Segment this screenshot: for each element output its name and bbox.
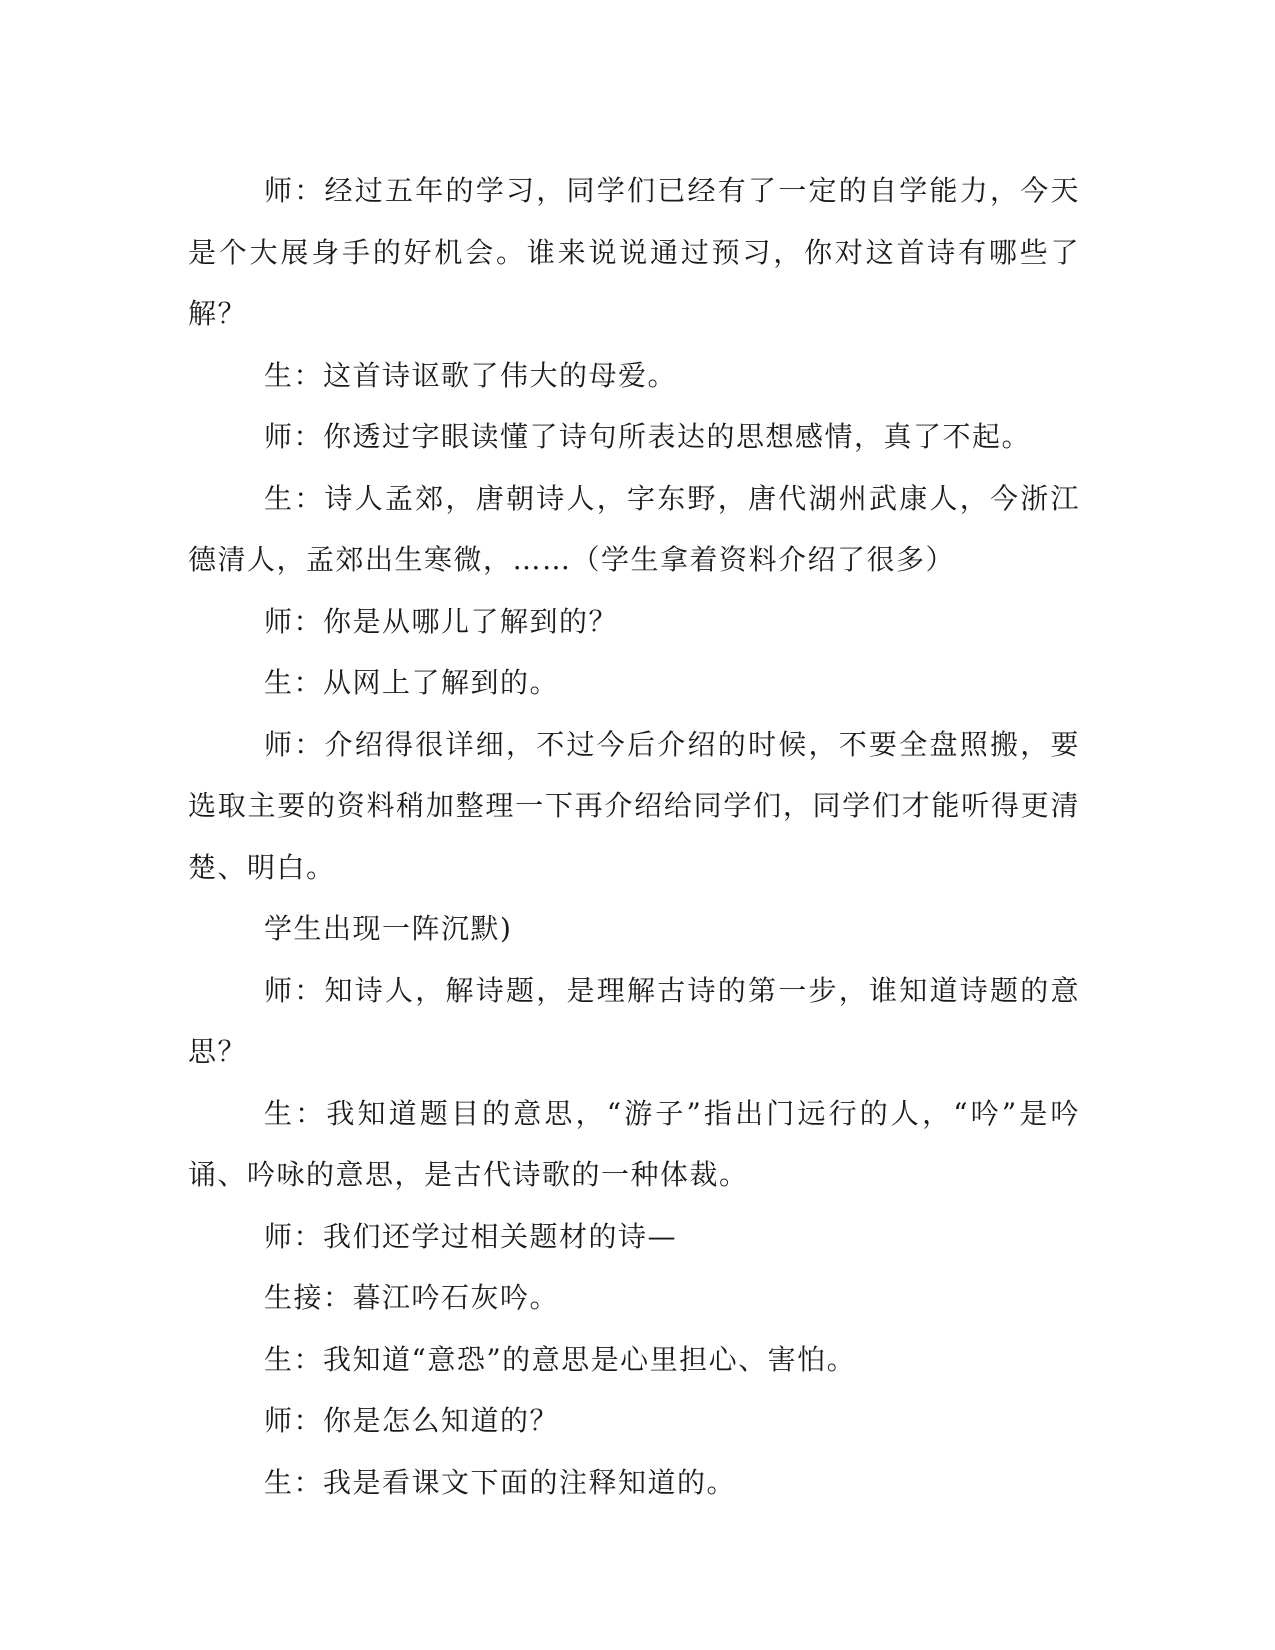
- paragraph: 生：诗人孟郊，唐朝诗人，字东野，唐代湖州武康人，今浙江德清人，孟郊出生寒微，……（学生拿着资料介绍了很多）: [188, 481, 1080, 576]
- paragraph: 师：经过五年的学习，同学们已经有了一定的自学能力，今天是个大展身手的好机会。谁来说说通过预习，你对这首诗有哪些了解？: [188, 174, 1080, 330]
- paragraph: 师：知诗人，解诗题，是理解古诗的第一步，谁知道诗题的意思？: [188, 973, 1080, 1068]
- paragraph: 师：介绍得很详细，不过今后介绍的时候，不要全盘照搬，要选取主要的资料稍加整理一下再介绍给同学们，同学们才能听得更清楚、明白。: [188, 727, 1080, 884]
- paragraph: 生接：暮江吟石灰吟。: [264, 1281, 560, 1314]
- paragraph: 生：这首诗讴歌了伟大的母爱。: [264, 358, 678, 392]
- paragraph: 师：你是从哪儿了解到的？: [264, 604, 619, 638]
- paragraph: 生：我是看课文下面的注释知道的。: [264, 1465, 737, 1499]
- dialogue-text: [188, 160, 1080, 1513]
- paragraph: 生：我知道题目的意思，“游子”指出门远行的人，“吟”是吟诵、吟咏的意思，是古代诗歌的一种体裁。: [188, 1096, 1080, 1191]
- paragraph: 生：从网上了解到的。: [264, 666, 560, 699]
- paragraph: 学生出现一阵沉默): [264, 912, 513, 945]
- paragraph: 生：我知道“意恐”的意思是心里担心、害怕。: [264, 1342, 857, 1376]
- paragraph: 师：我们还学过相关题材的诗—: [264, 1219, 678, 1253]
- paragraph: 师：你透过字眼读懂了诗句所表达的思想感情，真了不起。: [264, 420, 1032, 453]
- paragraph: 师：你是怎么知道的？: [264, 1404, 560, 1437]
